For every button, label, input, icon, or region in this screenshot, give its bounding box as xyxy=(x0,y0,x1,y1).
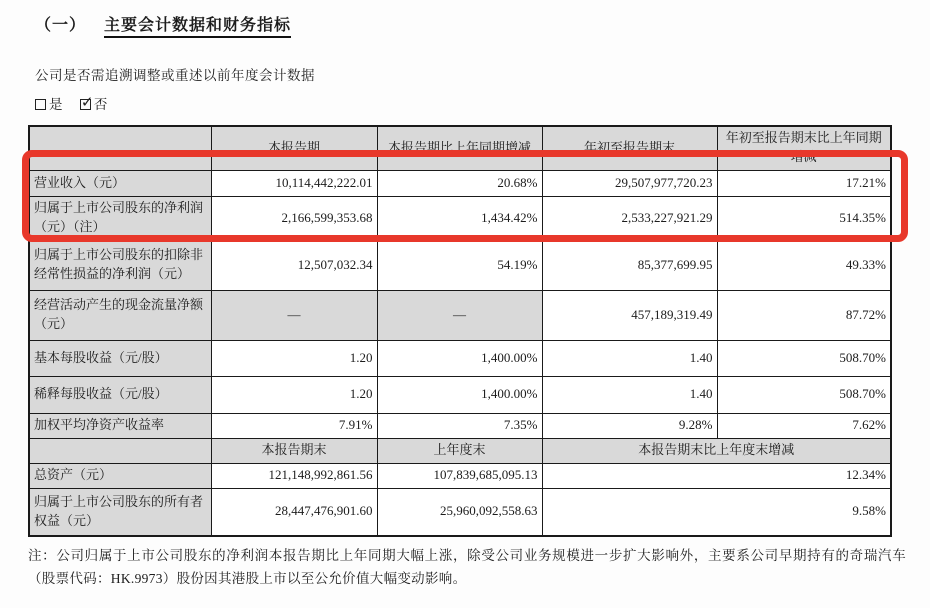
row-label: 归属于上市公司股东的所有者权益（元） xyxy=(29,488,211,536)
restate-options xyxy=(35,93,121,113)
header-empty-cell xyxy=(29,126,211,170)
row-value: 508.70% xyxy=(717,376,891,413)
table-row-weighted-roe xyxy=(29,413,891,438)
row-value: 1.20 xyxy=(211,376,377,413)
row-value: 2,166,599,353.68 xyxy=(211,196,377,240)
table-row-operating-cash-flow xyxy=(29,290,891,340)
header-current-period: 本报告期 xyxy=(211,126,377,170)
row-value: 12.34% xyxy=(542,463,891,488)
row-value: 25,960,092,558.63 xyxy=(377,488,542,536)
row-value-na: — xyxy=(377,290,542,340)
row-label: 加权平均净资产收益率 xyxy=(29,413,211,438)
row-label: 稀释每股收益（元/股） xyxy=(29,376,211,413)
option-no xyxy=(80,93,108,112)
table-row-net-profit xyxy=(29,196,891,240)
restate-question: 公司是否需追溯调整或重述以前年度会计数据 xyxy=(35,68,315,83)
row-value: 85,377,699.95 xyxy=(542,240,717,290)
row-value: 20.68% xyxy=(377,170,542,196)
option-yes-label: 是 xyxy=(49,97,63,112)
row-value: 17.21% xyxy=(717,170,891,196)
row-value-na: — xyxy=(211,290,377,340)
footnote: 注：公司归属于上市公司股东的净利润本报告期比上年同期大幅上涨，除受公司业务规模进一步扩大影响外，主要系公司早期持有的奇瑞汽车（股票代码：HK.9973）股份因其港股上市以至公允价值大幅变动影响。 xyxy=(28,548,906,586)
row-value: 121,148,992,861.56 xyxy=(211,463,377,488)
row-value: 7.35% xyxy=(377,413,542,438)
row-label: 营业收入（元） xyxy=(29,170,211,196)
row-value: 29,507,977,720.23 xyxy=(542,170,717,196)
row-value: 9.58% xyxy=(542,488,891,536)
checkbox-checked-icon: ✓ xyxy=(80,93,94,111)
row-value: 49.33% xyxy=(717,240,891,290)
row-value: 28,447,476,901.60 xyxy=(211,488,377,536)
table-header-row-period-end xyxy=(29,438,891,463)
page-title xyxy=(35,12,291,35)
header-yoy-change: 本报告期比上年同期增减 xyxy=(377,126,542,170)
row-value: 457,189,319.49 xyxy=(542,290,717,340)
row-value: 514.35% xyxy=(717,196,891,240)
table-row-diluted-eps xyxy=(29,376,891,413)
row-label: 经营活动产生的现金流量净额（元） xyxy=(29,290,211,340)
table-row-basic-eps xyxy=(29,340,891,376)
row-value: 1,400.00% xyxy=(377,340,542,376)
row-label: 基本每股收益（元/股） xyxy=(29,340,211,376)
table-header-row xyxy=(29,126,891,170)
table-row-owners-equity xyxy=(29,488,891,536)
row-value: 1,400.00% xyxy=(377,376,542,413)
header-ytd-yoy-change: 年初至报告期末比上年同期增减 xyxy=(717,126,891,170)
row-value: 1.20 xyxy=(211,340,377,376)
option-no-label: 否 xyxy=(93,97,108,112)
row-value: 10,114,442,222.01 xyxy=(211,170,377,196)
row-value: 87.72% xyxy=(717,290,891,340)
row-value: 107,839,685,095.13 xyxy=(377,463,542,488)
checkbox-unchecked-icon xyxy=(35,99,46,110)
row-label: 总资产（元） xyxy=(29,463,211,488)
row-label: 归属于上市公司股东的净利润（元）（注） xyxy=(29,196,211,240)
table-row-revenue xyxy=(29,170,891,196)
option-yes xyxy=(35,97,63,112)
row-value: 1.40 xyxy=(542,376,717,413)
row-value: 9.28% xyxy=(542,413,717,438)
header-empty-cell xyxy=(29,438,211,463)
row-value: 1,434.42% xyxy=(377,196,542,240)
table-row-deducted-net-profit xyxy=(29,240,891,290)
section-number: （一） xyxy=(35,17,87,34)
section-title: 主要会计数据和财务指标 xyxy=(104,17,291,38)
header-prior-year-end: 上年度末 xyxy=(377,438,542,463)
financial-indicators-table xyxy=(28,125,892,537)
table-row-total-assets xyxy=(29,463,891,488)
header-period-end-change: 本报告期末比上年度末增减 xyxy=(542,438,891,463)
row-value: 1.40 xyxy=(542,340,717,376)
row-value: 2,533,227,921.29 xyxy=(542,196,717,240)
header-ytd: 年初至报告期末 xyxy=(542,126,717,170)
row-value: 54.19% xyxy=(377,240,542,290)
header-period-end: 本报告期末 xyxy=(211,438,377,463)
row-value: 12,507,032.34 xyxy=(211,240,377,290)
row-value: 508.70% xyxy=(717,340,891,376)
row-label: 归属于上市公司股东的扣除非经常性损益的净利润（元） xyxy=(29,240,211,290)
row-value: 7.62% xyxy=(717,413,891,438)
row-value: 7.91% xyxy=(211,413,377,438)
